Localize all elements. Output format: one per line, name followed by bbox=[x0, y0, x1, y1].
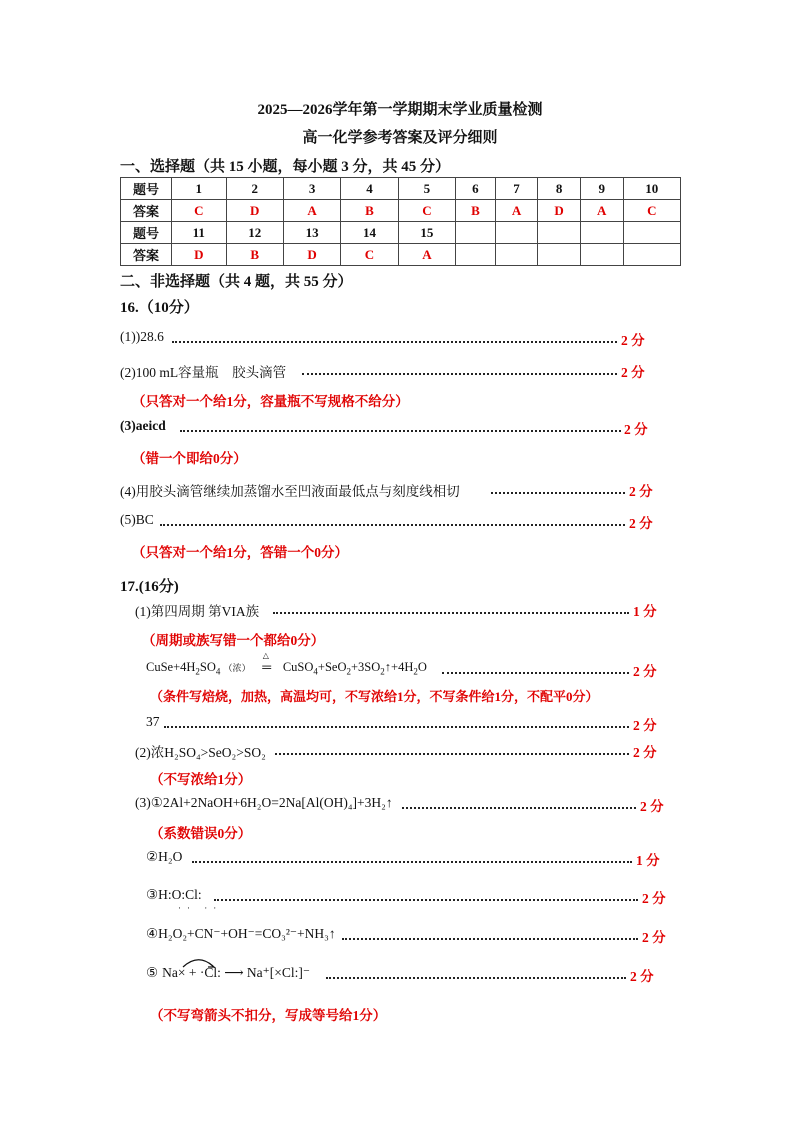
table-cell: 3 bbox=[283, 178, 340, 200]
table-cell: 4 bbox=[341, 178, 398, 200]
table-row bbox=[121, 222, 681, 244]
equation-part: +3SO bbox=[350, 660, 381, 674]
q17-answer-2: (2)浓H₂SO₄>SeO₂>SO₂ bbox=[135, 745, 266, 760]
grading-note: （条件写焙烧，加热，高温均可，不写浓给1分，不写条件给1分，不配平0分） bbox=[150, 689, 599, 704]
table-cell: 12 bbox=[226, 222, 283, 244]
dotted-leader bbox=[273, 612, 629, 614]
score-label: 2 分 bbox=[633, 664, 657, 679]
table-cell: 11 bbox=[172, 222, 227, 244]
dotted-leader bbox=[192, 861, 632, 863]
q16-answer-5: (5)BC bbox=[120, 512, 154, 527]
answer-cell bbox=[580, 244, 623, 266]
table-cell: 9 bbox=[580, 178, 623, 200]
document-subtitle: 高一化学参考答案及评分细则 bbox=[302, 130, 498, 146]
answer-cell: A bbox=[580, 200, 623, 222]
section2-heading: 二、非选择题（共 4 题，共 55 分） bbox=[120, 274, 353, 290]
heat-equals-sign: △ ═ bbox=[262, 651, 272, 674]
answer-text: Na× + ·Cl: ⟶ Na⁺[×Cl:]⁻ bbox=[162, 965, 311, 980]
table-label-question: 题号 bbox=[121, 178, 172, 200]
answer-text: H:O:Cl: bbox=[158, 887, 202, 902]
dotted-leader bbox=[172, 341, 617, 343]
table-cell: 2 bbox=[226, 178, 283, 200]
table-cell: 15 bbox=[398, 222, 455, 244]
dotted-leader bbox=[326, 977, 626, 979]
score-label: 2 分 bbox=[642, 930, 666, 945]
answer-cell: B bbox=[341, 200, 398, 222]
grading-note: （只答对一个给1分，答错一个0分） bbox=[132, 545, 348, 560]
table-cell bbox=[623, 222, 680, 244]
table-cell bbox=[456, 222, 496, 244]
score-label: 2 分 bbox=[629, 484, 653, 499]
grading-note: （周期或族写错一个都给0分） bbox=[142, 633, 325, 648]
score-label: 1 分 bbox=[636, 853, 660, 868]
score-label: 2 分 bbox=[633, 718, 657, 733]
table-cell: 5 bbox=[398, 178, 455, 200]
grading-note: （不写浓给1分） bbox=[150, 772, 252, 787]
table-cell: 7 bbox=[495, 178, 538, 200]
answer-cell: C bbox=[398, 200, 455, 222]
table-cell: 1 bbox=[172, 178, 227, 200]
score-label: 2 分 bbox=[642, 891, 666, 906]
dotted-leader bbox=[214, 899, 638, 901]
q16-answer-1: (1))28.6 bbox=[120, 329, 164, 344]
table-cell bbox=[538, 222, 581, 244]
equation-part: CuSe+4H bbox=[146, 660, 196, 674]
answer-cell bbox=[538, 244, 581, 266]
table-cell: 8 bbox=[538, 178, 581, 200]
answer-cell: A bbox=[398, 244, 455, 266]
answer-cell: C bbox=[623, 200, 680, 222]
q17-answer-3-2 bbox=[146, 849, 182, 865]
dotted-leader bbox=[160, 524, 625, 526]
answer-table bbox=[120, 177, 681, 266]
answer-cell: B bbox=[226, 244, 283, 266]
table-cell: 13 bbox=[283, 222, 340, 244]
score-label: 1 分 bbox=[633, 604, 657, 619]
score-label: 2 分 bbox=[624, 422, 648, 437]
answer-text: H₂O bbox=[158, 849, 183, 864]
answer-cell: D bbox=[226, 200, 283, 222]
dotted-leader bbox=[164, 726, 629, 728]
q17-answer-3-1: (3)①2Al+2NaOH+6H₂O=2Na[Al(OH)₄]+3H₂↑ bbox=[135, 795, 393, 810]
score-label: 2 分 bbox=[640, 799, 664, 814]
table-label-question: 题号 bbox=[121, 222, 172, 244]
dotted-leader bbox=[442, 672, 629, 674]
circled-number: ② bbox=[146, 849, 159, 864]
table-row bbox=[121, 200, 681, 222]
dotted-leader bbox=[342, 938, 638, 940]
table-label-answer: 答案 bbox=[121, 200, 172, 222]
q17-heading: 17.(16分) bbox=[120, 579, 179, 595]
q16-answer-2: (2)100 mL容量瓶 胶头滴管 bbox=[120, 365, 287, 380]
section1-heading: 一、选择题（共 15 小题，每小题 3 分，共 45 分） bbox=[120, 159, 451, 175]
equation-part: CuSO bbox=[282, 660, 314, 674]
answer-cell: D bbox=[283, 244, 340, 266]
answer-cell bbox=[495, 244, 538, 266]
table-cell: 14 bbox=[341, 222, 398, 244]
q16-answer-3: (3)aeicd bbox=[120, 418, 166, 433]
equation-part: ↑+4H bbox=[384, 660, 414, 674]
answer-cell bbox=[456, 244, 496, 266]
grading-note: （系数错误0分） bbox=[150, 826, 252, 841]
table-cell bbox=[580, 222, 623, 244]
table-cell bbox=[495, 222, 538, 244]
dotted-leader bbox=[275, 753, 629, 755]
score-label: 2 分 bbox=[629, 516, 653, 531]
equation-condition: 浓 bbox=[232, 663, 242, 673]
answer-cell: B bbox=[456, 200, 496, 222]
q16-heading: 16.（10分） bbox=[120, 300, 199, 316]
q17-answer-3-3 bbox=[146, 887, 202, 903]
answer-cell: C bbox=[172, 200, 227, 222]
q17-equation-1: $CuSe+4H_2SO_4$ （浓） △ ═ $CuSO_4+SeO_2+3SO_2↑+4H_2O$ bbox=[146, 651, 427, 677]
equation-part: +SeO bbox=[317, 660, 347, 674]
table-row bbox=[121, 178, 681, 200]
table-cell: 10 bbox=[623, 178, 680, 200]
answer-cell bbox=[623, 244, 680, 266]
score-label: 2 分 bbox=[630, 969, 654, 984]
equation-part: O bbox=[417, 660, 427, 674]
dotted-leader bbox=[302, 373, 617, 375]
q17-answer-37: 37 bbox=[146, 714, 160, 729]
circled-number: ③ bbox=[146, 887, 159, 902]
dotted-leader bbox=[491, 492, 625, 494]
table-row bbox=[121, 244, 681, 266]
answer-text: H₂O₂+CN⁻+OH⁻=CO₃²⁻+NH₃↑ bbox=[158, 926, 336, 941]
score-label: 2 分 bbox=[621, 365, 645, 380]
q17-answer-3-5 bbox=[146, 965, 310, 981]
answer-cell: A bbox=[495, 200, 538, 222]
dotted-leader bbox=[402, 807, 636, 809]
table-label-answer: 答案 bbox=[121, 244, 172, 266]
answer-cell: A bbox=[283, 200, 340, 222]
dotted-leader bbox=[180, 430, 621, 432]
table-cell: 6 bbox=[456, 178, 496, 200]
answer-cell: C bbox=[341, 244, 398, 266]
grading-note: （只答对一个给1分，容量瓶不写规格不给分） bbox=[132, 394, 409, 409]
electron-dots: ·· ·· bbox=[178, 903, 223, 913]
circled-number: ⑤ bbox=[146, 965, 159, 980]
document-title: 2025—2026学年第一学期期末学业质量检测 bbox=[257, 102, 543, 118]
q16-answer-4: (4)用胶头滴管继续加蒸馏水至凹液面最低点与刻度线相切 bbox=[120, 484, 460, 499]
grading-note: （错一个即给0分） bbox=[132, 451, 247, 466]
score-label: 2 分 bbox=[621, 333, 645, 348]
q17-answer-1: (1)第四周期 第VIA族 bbox=[135, 604, 260, 619]
answer-cell: D bbox=[172, 244, 227, 266]
circled-number: ④ bbox=[146, 926, 159, 941]
answer-cell: D bbox=[538, 200, 581, 222]
grading-note: （不写弯箭头不扣分，写成等号给1分） bbox=[150, 1008, 387, 1023]
score-label: 2 分 bbox=[633, 745, 657, 760]
q17-answer-3-4 bbox=[146, 926, 336, 942]
